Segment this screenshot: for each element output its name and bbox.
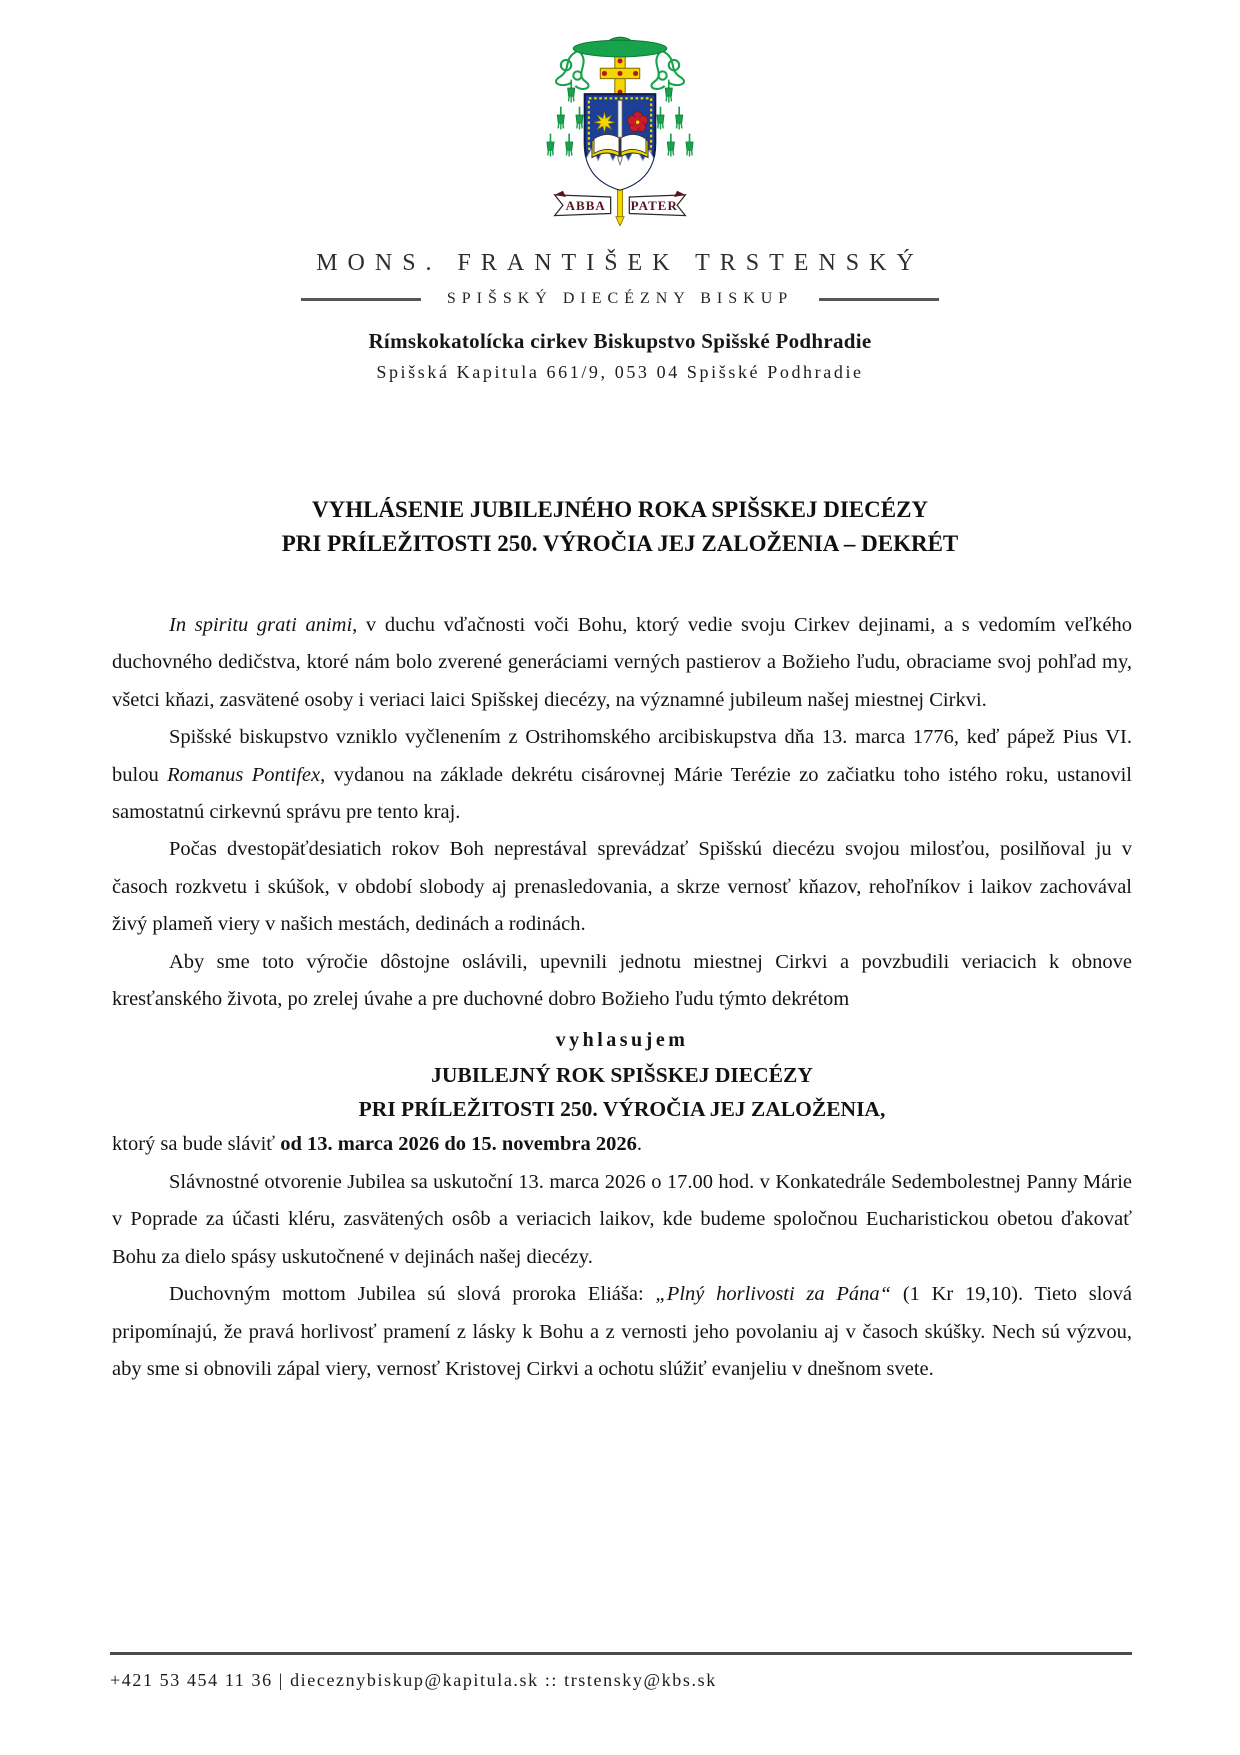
open-book-charge [592,134,648,157]
document-title-line2: PRI PRÍLEŽITOSTI 250. VÝROČIA JEJ ZALOŽENIA – DEKRÉT [281,531,959,556]
proclamation-block [112,1022,1132,1126]
tassel-icon [667,134,674,157]
jubilee-motto-quote: „Plný horlivosti za Pána“ [655,1283,892,1306]
bishop-title: SPIŠSKÝ DIECÉZNY BISKUP [446,290,794,307]
bull-name: Romanus Pontifex [167,763,321,786]
organization-address: Spišská Kapitula 661/9, 053 04 Spišské Podhradie [376,362,864,382]
latin-phrase: In spiritu grati animi [169,614,353,636]
tassel-icon [676,107,683,130]
right-rule [819,298,939,301]
paragraph-dates [112,1126,1132,1163]
paragraph-motto-text: Duchovným mottom Jubilea sú slová proroka Eliáša: [169,1283,656,1306]
tassel-icon [566,134,573,157]
document-title [0,493,1240,561]
left-rule [301,298,421,301]
paragraph-history-text-cont: , vydanou na základe dekrétu cisárovnej Márie Terézie zo začiatku toho istého roku, ustanovil samostatnú cirkevnú správu pre tento kraj. [112,763,1132,824]
bishop-title-row [0,290,1240,308]
motto-abba-label: ABBA [565,197,606,213]
paragraph-motto [112,1276,1132,1388]
letterhead [0,0,1240,383]
paragraph-motto-text-cont: (1 Kr 19,10). Tieto slová pripomínajú, že pravá horlivosť pramení z lásky k Bohu a z vernosti jeho povolaniu aj v časoch skúšky. Nech sú výzvou, aby sme si obnovili zápal viery, vernosť Kristovej Cirkvi a ochotu slúžiť evanjeliu v dnešnom svete. [112,1283,1132,1380]
tassel-icon [547,134,554,157]
jubilee-date-range: od 13. marca 2026 do 15. novembra 2026 [280,1133,637,1156]
paragraph-intro [112,607,1132,719]
paragraph-250-years: Počas dvestopäťdesiatich rokov Boh neprestával sprevádzať Spišskú diecézu svojou milosťou, posilňoval ju v časoch rozkvetu i skúšok, v období slobody aj prenasledovania, a skrze vernosť kňazov, rehoľníkov i laikov zachovával živý plameň viery v našich mestách, dedinách a rodinách. [112,838,1132,936]
coat-of-arms-icon [531,34,709,226]
paragraph-intro-text: , v duchu vďačnosti voči Bohu, ktorý vedie svoju Cirkev dejinami, a s vedomím veľkého duchovného dedičstva, ktoré nám bolo zverené generáciami verných pastierov a Božieho ľudu, obraciame svoj pohľad my, všetci kňazi, zasvätené osoby i veriaci laici Spišskej diecézy, na významné jubileum našej miestnej Cirkvi. [112,614,1132,711]
coat-of-arms-emblem [0,34,1240,226]
paragraph-purpose: Aby sme toto výročie dôstojne oslávili, upevnili jednotu miestnej Cirkvi a povzbudili veriacich k obnove kresťanského života, po zrelej úvahe a pre duchovné dobro Božieho ľudu týmto dekrétom [112,950,1132,1011]
tassel-icon [557,107,564,130]
paragraph-dates-text: ktorý sa bude sláviť [112,1133,281,1156]
document-body [112,607,1132,1388]
tassel-icon [686,134,693,157]
footer-contact-text: +421 53 454 11 36 | dieceznybiskup@kapitula.sk :: trstensky@kbs.sk [110,1670,717,1690]
shield-icon [584,94,657,192]
episcopal-cross-icon [600,57,639,96]
proclamation-lead: vyhlasujem [555,1029,689,1052]
organization-name: Rímskokatolícka cirkev Biskupstvo Spišské Podhradie [368,329,872,353]
star-charge [594,112,615,133]
galero-hat-icon [573,37,666,57]
footer-contact [110,1652,1132,1691]
tassel-icon [576,107,583,130]
motto-pater-label: PATER [630,197,678,213]
bishop-name: MONS. FRANTIŠEK TRSTENSKÝ [316,250,924,276]
tassel-icon [657,107,664,130]
proclamation-line1: JUBILEJNÝ ROK SPIŠSKEJ DIECÉZY [431,1063,813,1088]
paragraph-opening-ceremony: Slávnostné otvorenie Jubilea sa uskutoční 13. marca 2026 o 17.00 hod. v Konkatedrále Sedembolestnej Panny Márie v Poprade za účasti kléru, zasvätených osôb a veriacich laikov, kde budeme spoločnou Eucharistickou obetou ďakovať Bohu za dielo spásy uskutočnené v dejinách našej diecézy. [112,1170,1132,1268]
proclamation-line2: PRI PRÍLEŽITOSTI 250. VÝROČIA JEJ ZALOŽENIA, [358,1097,886,1122]
paragraph-dates-period: . [636,1133,642,1156]
paragraph-history-text: Spišské biskupstvo vzniklo vyčlenením z Ostrihomského arcibiskupstva dňa 13. marca 1776, keď pápež Pius VI. bulou [112,726,1132,786]
paragraph-history [112,719,1132,831]
document-title-line1: VYHLÁSENIE JUBILEJNÉHO ROKA SPIŠSKEJ DIECÉZY [311,497,929,522]
